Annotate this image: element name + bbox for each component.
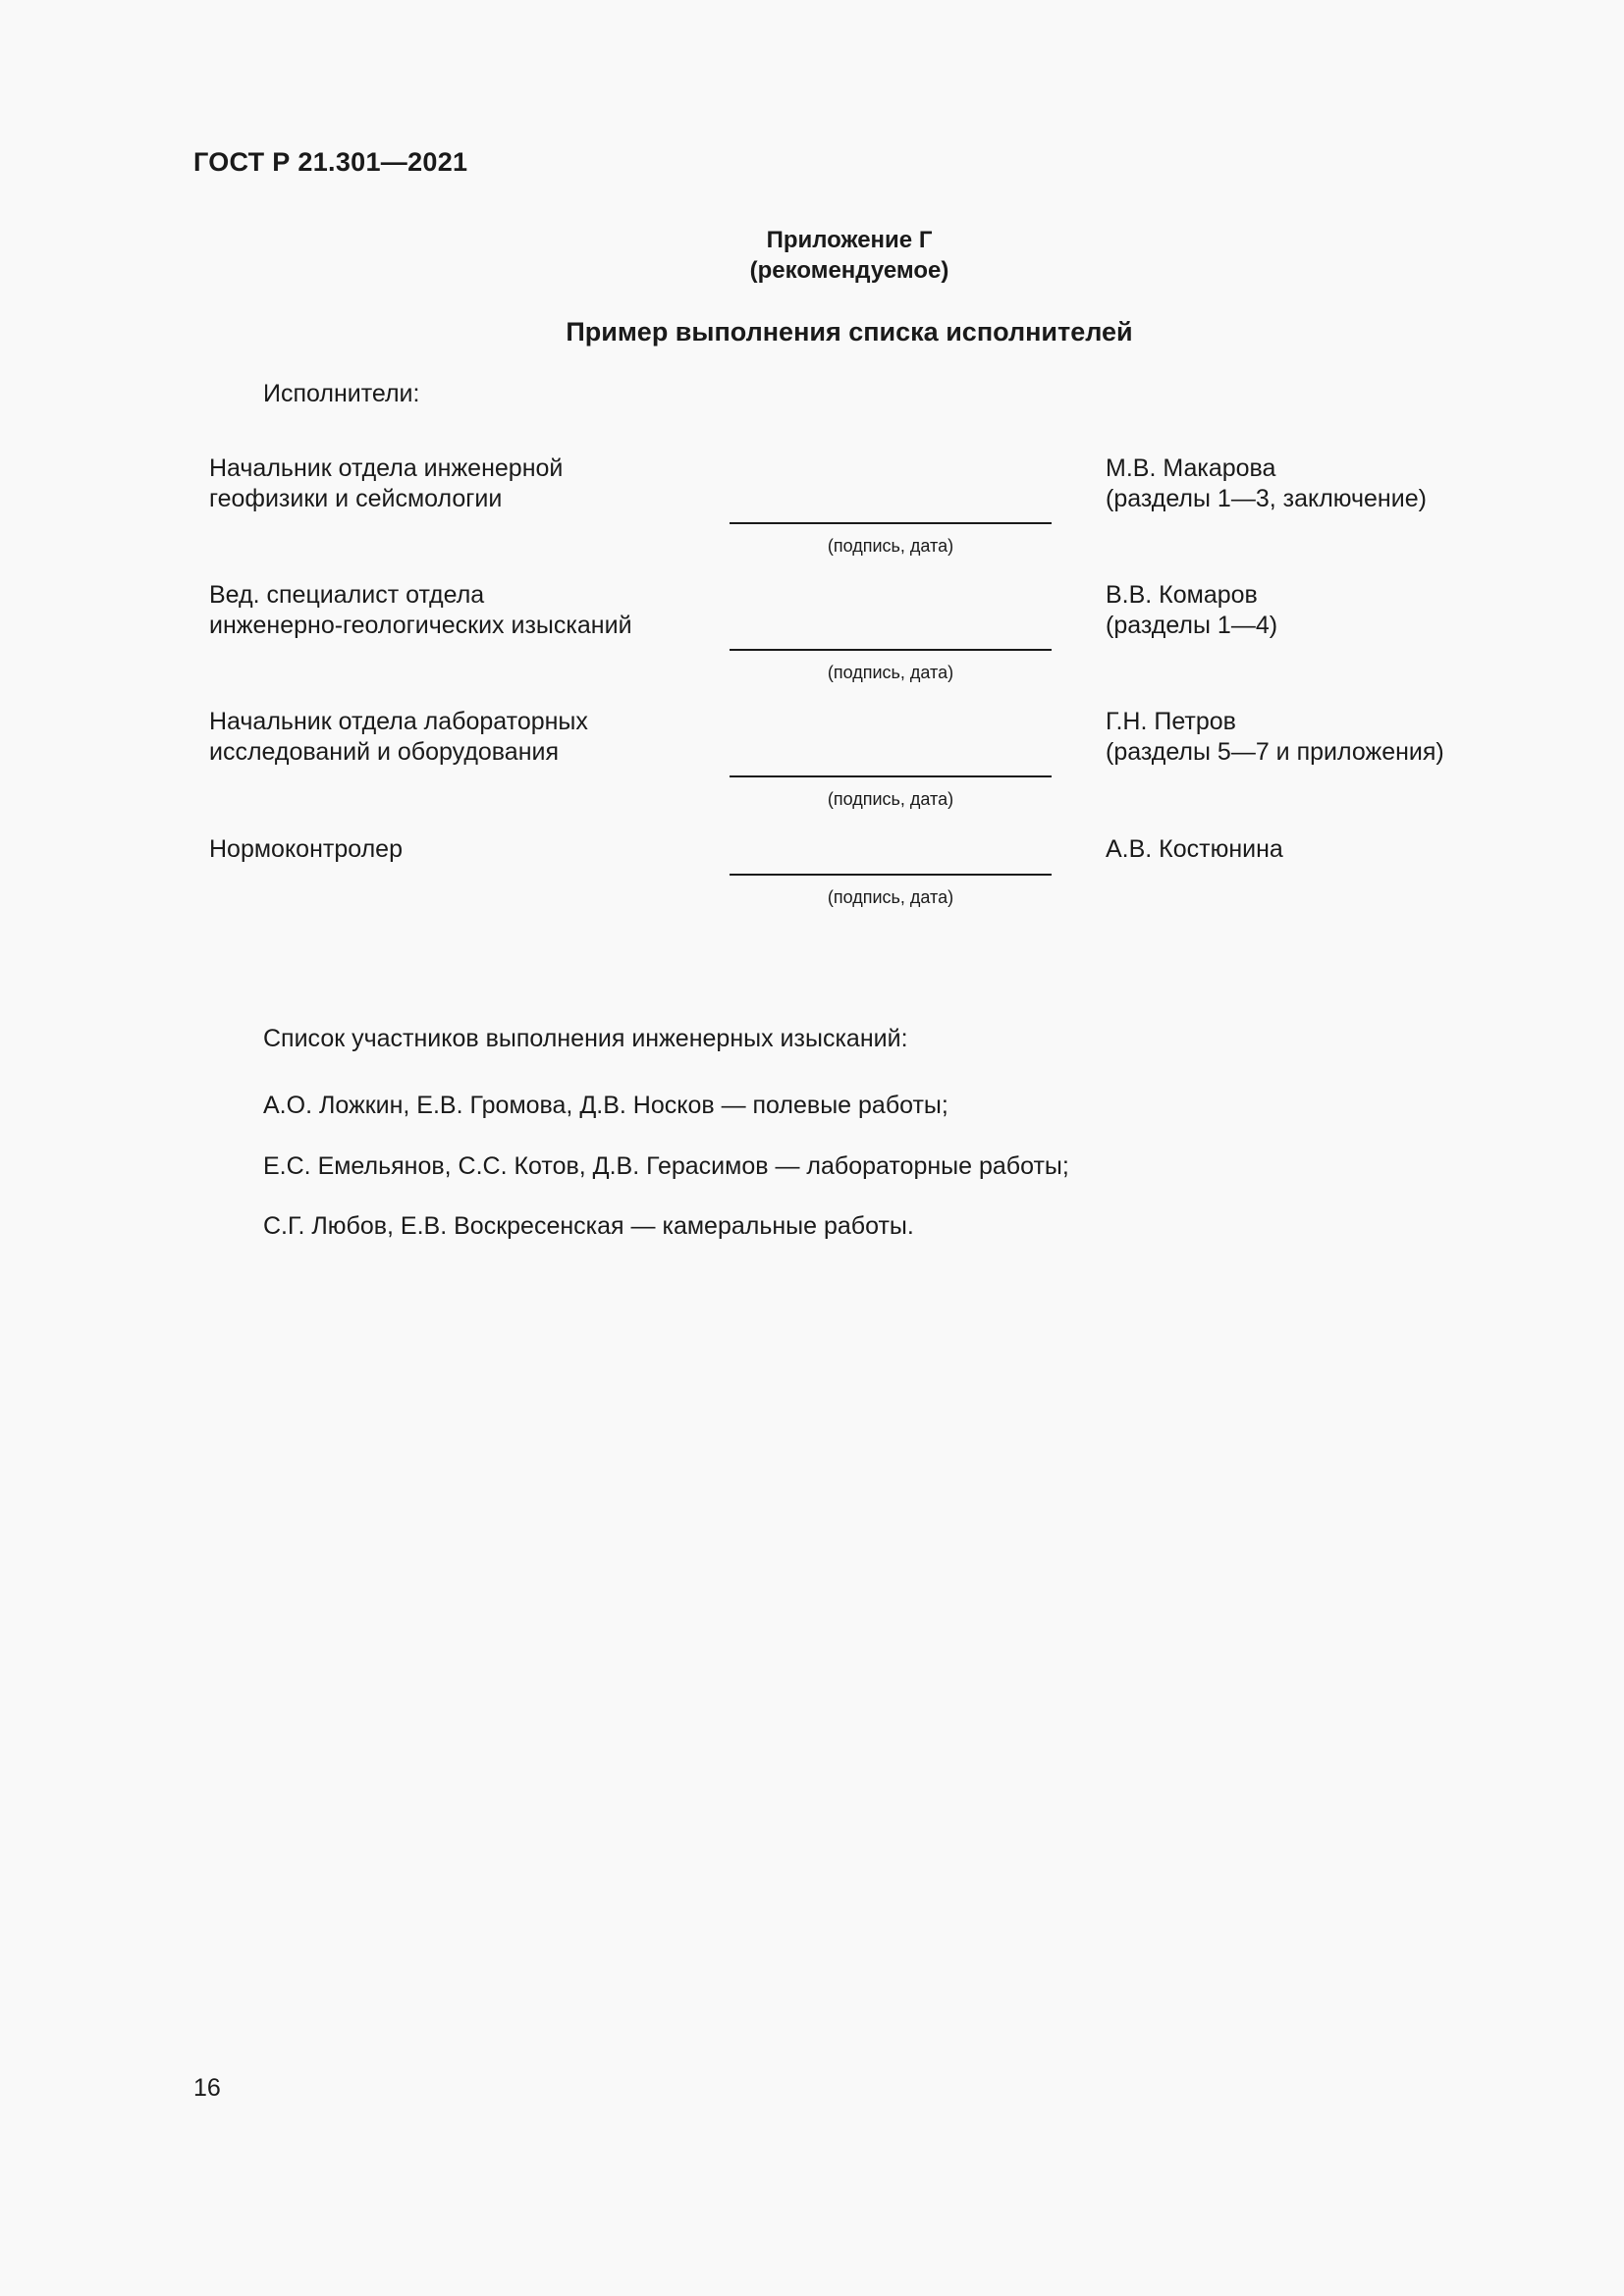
appendix-status: (рекомендуемое) bbox=[749, 257, 949, 284]
performer-person bbox=[1106, 580, 1597, 641]
appendix-title: Приложение Г bbox=[766, 227, 933, 253]
position-line: Начальник отдела инженерной bbox=[209, 454, 564, 482]
section-title: Пример выполнения списка исполнителей bbox=[566, 317, 1133, 347]
performer-name: В.В. Комаров bbox=[1106, 581, 1258, 609]
page-number: 16 bbox=[193, 2074, 221, 2102]
performer-person bbox=[1106, 834, 1597, 865]
position-line: исследований и оборудования bbox=[209, 738, 560, 766]
signature-caption: (подпись, дата) bbox=[827, 887, 954, 907]
performer-person bbox=[1106, 707, 1597, 768]
participants-item: А.О. Ложкин, Е.В. Громова, Д.В. Носков — полевые работы; bbox=[263, 1092, 948, 1119]
position-line: Вед. специалист отдела bbox=[209, 581, 485, 609]
performer-position bbox=[209, 707, 720, 768]
signature-caption: (подпись, дата) bbox=[827, 536, 954, 556]
performer-position bbox=[209, 580, 720, 641]
performer-name: М.В. Макарова bbox=[1106, 454, 1276, 482]
performer-scope: (разделы 1—4) bbox=[1106, 612, 1278, 639]
performer-name: Г.Н. Петров bbox=[1106, 708, 1236, 735]
performer-person bbox=[1106, 454, 1597, 514]
participants-item: С.Г. Любов, Е.В. Воскресенская — камеральные работы. bbox=[263, 1212, 914, 1240]
signature-line bbox=[730, 775, 1052, 777]
position-line: геофизики и сейсмологии bbox=[209, 485, 503, 512]
participants-item: Е.С. Емельянов, С.С. Котов, Д.В. Герасимов — лабораторные работы; bbox=[263, 1152, 1069, 1180]
signature-line bbox=[730, 522, 1052, 524]
performer-position bbox=[209, 454, 720, 514]
performer-position bbox=[209, 834, 720, 865]
position-line: Нормоконтролер bbox=[209, 835, 403, 863]
performer-name: А.В. Костюнина bbox=[1106, 835, 1283, 863]
signature-caption: (подпись, дата) bbox=[827, 789, 954, 809]
participants-heading: Список участников выполнения инженерных изысканий: bbox=[263, 1025, 908, 1052]
performer-scope: (разделы 5—7 и приложения) bbox=[1106, 738, 1444, 766]
signature-caption: (подпись, дата) bbox=[827, 663, 954, 682]
document-code: ГОСТ Р 21.301—2021 bbox=[193, 147, 468, 177]
position-line: Начальник отдела лабораторных bbox=[209, 708, 588, 735]
signature-line bbox=[730, 649, 1052, 651]
performers-label: Исполнители: bbox=[263, 380, 420, 407]
position-line: инженерно-геологических изысканий bbox=[209, 612, 632, 639]
signature-line bbox=[730, 874, 1052, 876]
performer-scope: (разделы 1—3, заключение) bbox=[1106, 485, 1427, 512]
